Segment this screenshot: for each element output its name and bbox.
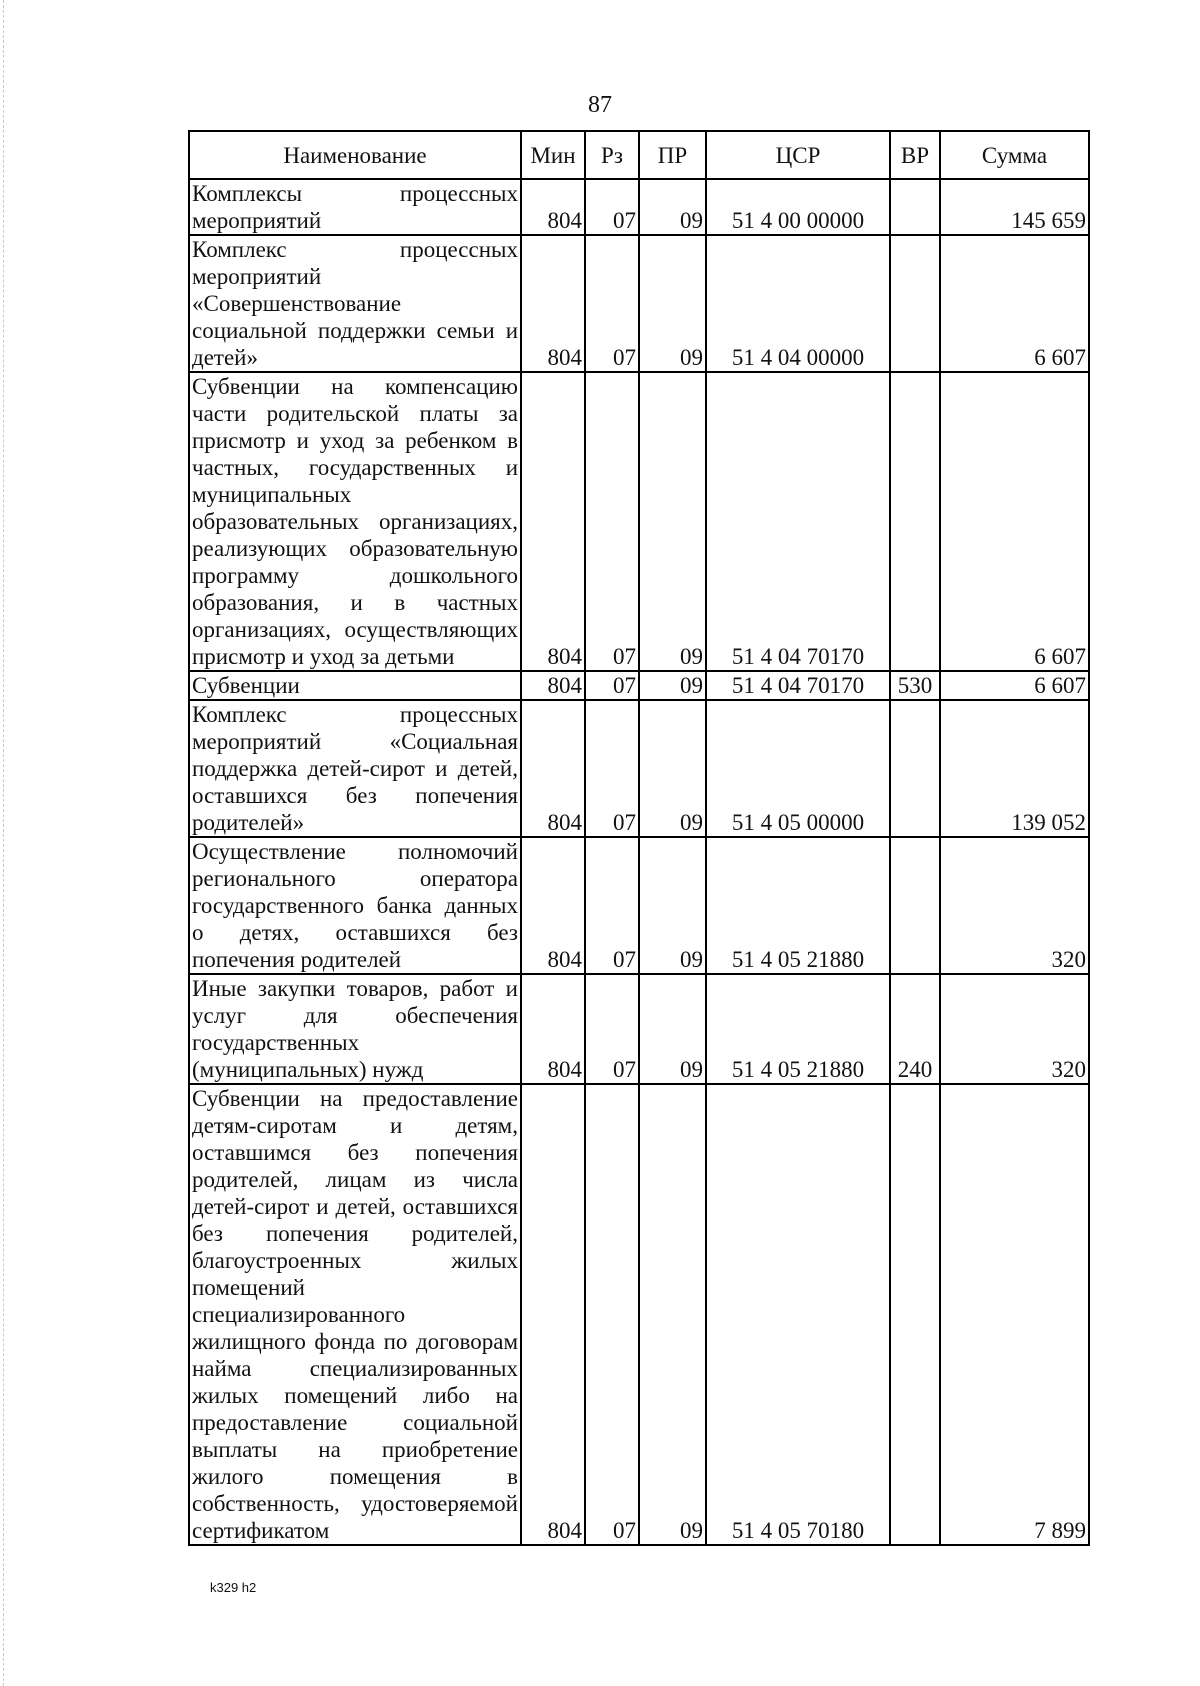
header-rz: Рз: [585, 131, 639, 179]
row-name: Комплексы процессных мероприятий: [189, 179, 521, 235]
row-vr: [890, 700, 940, 837]
page-number: 87: [588, 92, 612, 118]
header-name: Наименование: [189, 131, 521, 179]
row-name: Комплекс процессных мероприятий «Социальная поддержка детей-сирот и детей, оставшихся без попечения родителей»: [189, 700, 521, 837]
row-name: Комплекс процессных мероприятий «Совершенствование социальной поддержки семьи и детей»: [189, 235, 521, 372]
header-min: Мин: [521, 131, 585, 179]
row-csr: 51 4 05 70180: [706, 1084, 890, 1545]
row-rz: 07: [585, 1084, 639, 1545]
header-csr: ЦСР: [706, 131, 890, 179]
row-vr: [890, 235, 940, 372]
row-pr: 09: [639, 372, 706, 671]
table-row: [189, 837, 1089, 974]
row-vr: [890, 1084, 940, 1545]
row-pr: 09: [639, 235, 706, 372]
table-row: [189, 974, 1089, 1084]
row-vr: [890, 837, 940, 974]
row-pr: 09: [639, 974, 706, 1084]
row-csr: 51 4 05 21880: [706, 837, 890, 974]
header-pr: ПР: [639, 131, 706, 179]
row-csr: 51 4 05 21880: [706, 974, 890, 1084]
row-sum: 139 052: [940, 700, 1089, 837]
row-pr: 09: [639, 179, 706, 235]
row-name: Осуществление полномочий регионального оператора государственного банка данных о детях, оставшихся без попечения родителей: [189, 837, 521, 974]
row-csr: 51 4 04 00000: [706, 235, 890, 372]
row-sum: 145 659: [940, 179, 1089, 235]
row-min: 804: [521, 179, 585, 235]
row-pr: 09: [639, 700, 706, 837]
row-vr: [890, 372, 940, 671]
row-sum: 320: [940, 974, 1089, 1084]
row-min: 804: [521, 235, 585, 372]
table-row: [189, 235, 1089, 372]
row-pr: 09: [639, 837, 706, 974]
row-min: 804: [521, 700, 585, 837]
row-rz: 07: [585, 837, 639, 974]
header-sum: Сумма: [940, 131, 1089, 179]
row-sum: 6 607: [940, 235, 1089, 372]
row-sum: 6 607: [940, 671, 1089, 700]
row-rz: 07: [585, 235, 639, 372]
row-rz: 07: [585, 372, 639, 671]
row-sum: 320: [940, 837, 1089, 974]
row-vr: 530: [890, 671, 940, 700]
row-rz: 07: [585, 974, 639, 1084]
table-row: [189, 700, 1089, 837]
row-name: Субвенции на предоставление детям-сиротам и детям, оставшимся без попечения родителей, лицам из числа детей-сирот и детей, оставшихся без попечения родителей, благоустроенных жилых помещений специализированного жилищного фонда по договорам найма специализированных жилых помещений либо на предоставление социальной выплаты на приобретение жилого помещения в собственность, удостоверяемой сертификатом: [189, 1084, 521, 1545]
row-pr: 09: [639, 1084, 706, 1545]
row-rz: 07: [585, 179, 639, 235]
row-sum: 7 899: [940, 1084, 1089, 1545]
row-vr: [890, 179, 940, 235]
row-name: Субвенции на компенсацию части родительской платы за присмотр и уход за ребенком в частных, государственных и муниципальных образовательных организациях, реализующих образовательную программу дошкольного образования, и в частных организациях, осуществляющих присмотр и уход за детьми: [189, 372, 521, 671]
footer-document-code: k329 h2: [210, 1580, 257, 1595]
row-name: Иные закупки товаров, работ и услуг для обеспечения государственных (муниципальных) нужд: [189, 974, 521, 1084]
row-min: 804: [521, 372, 585, 671]
row-rz: 07: [585, 671, 639, 700]
row-sum: 6 607: [940, 372, 1089, 671]
table-row: [189, 372, 1089, 671]
row-rz: 07: [585, 700, 639, 837]
row-pr: 09: [639, 671, 706, 700]
table-row: [189, 1084, 1089, 1545]
row-csr: 51 4 04 70170: [706, 372, 890, 671]
row-min: 804: [521, 671, 585, 700]
row-name: Субвенции: [189, 671, 521, 700]
row-min: 804: [521, 837, 585, 974]
header-vr: ВР: [890, 131, 940, 179]
budget-table: [188, 130, 1090, 1546]
row-csr: 51 4 05 00000: [706, 700, 890, 837]
scan-edge-line: [3, 0, 5, 1686]
row-csr: 51 4 04 70170: [706, 671, 890, 700]
row-min: 804: [521, 1084, 585, 1545]
table-row: [189, 671, 1089, 700]
row-min: 804: [521, 974, 585, 1084]
row-vr: 240: [890, 974, 940, 1084]
row-csr: 51 4 00 00000: [706, 179, 890, 235]
table-row: [189, 179, 1089, 235]
table-header-row: [189, 131, 1089, 179]
